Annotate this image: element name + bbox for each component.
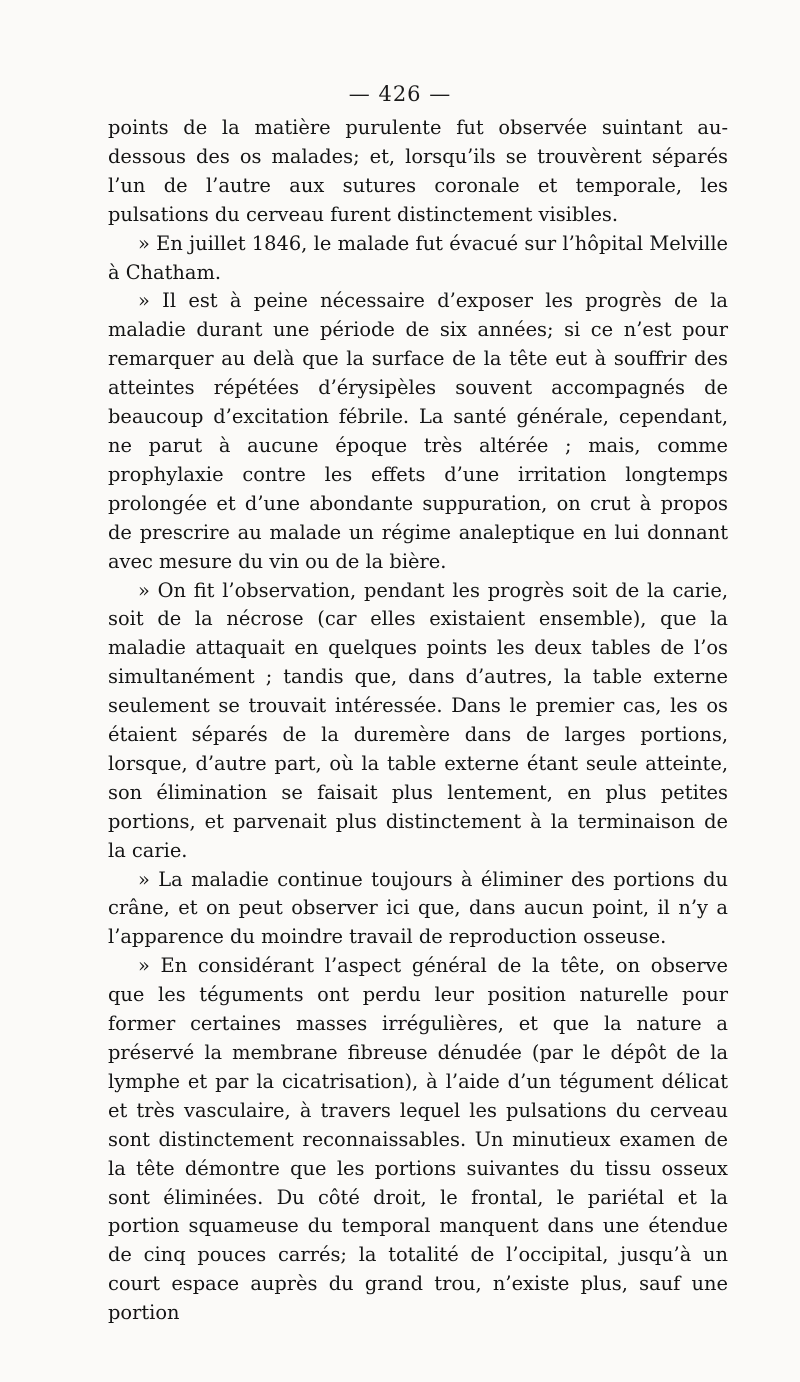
paragraph: points de la matière purulente fut observée suintant au-dessous des os malades; et, lorsqu’ils se trouvèrent séparés l’un de l’autre aux sutures coronale et temporale, les pulsations du cerveau furent distinctement visibles.: [108, 116, 728, 226]
paragraph: » Il est à peine nécessaire d’exposer les progrès de la maladie durant une période de six années; si ce n’est pour remarquer au delà que la surface de la tête eut à souffrir des atteintes répétées d’érysipèles souvent accompagnés de beaucoup d’excitation fébrile. La santé générale, cependant, ne parut à aucune époque très altérée ; mais, comme prophylaxie contre les effets d’une irritation longtemps prolongée et d’une abondante suppuration, on crut à propos de prescrire au malade un régime analeptique en lui donnant avec mesure du vin ou de la bière.: [108, 289, 728, 573]
paragraph: » En considérant l’aspect général de la tête, on observe que les téguments ont perdu leur position naturelle pour former certaines masses irrégulières, et que la nature a préservé la membrane fibreuse dénudée (par le dépôt de la lymphe et par la cicatrisation), à l’aide d’un tégument délicat et très vasculaire, à travers lequel les pulsations du cerveau sont distinctement reconnaissables. Un minutieux examen de la tête démontre que les portions suivantes du tissu osseux sont éliminées. Du côté droit, le frontal, le pariétal et la portion squameuse du temporal manquent dans une étendue de cinq pouces carrés; la totalité de l’occipital, jusqu’à un court espace auprès du grand trou, n’existe plus, sauf une portion: [108, 954, 728, 1325]
body-text: [108, 114, 728, 1328]
paragraph: » On fit l’observation, pendant les progrès soit de la carie, soit de la nécrose (car elles existaient ensemble), que la maladie attaquait en quelques points les deux tables de l’os simultanément ; tandis que, dans d’autres, la table externe seulement se trouvait intéressée. Dans le premier cas, les os étaient séparés de la duremère dans de larges portions, lorsque, d’autre part, où la table externe étant seule atteinte, son élimination se faisait plus lentement, en plus petites portions, et parvenait plus distinctement à la terminaison de la carie.: [108, 578, 728, 862]
paragraph: » En juillet 1846, le malade fut évacué sur l’hôpital Melville à Chatham.: [108, 231, 728, 284]
paragraph: » La maladie continue toujours à éliminer des portions du crâne, et on peut observer ici que, dans aucun point, il n’y a l’apparence du moindre travail de reproduction osseuse.: [108, 867, 728, 949]
page-number: — 426 —: [348, 82, 452, 106]
